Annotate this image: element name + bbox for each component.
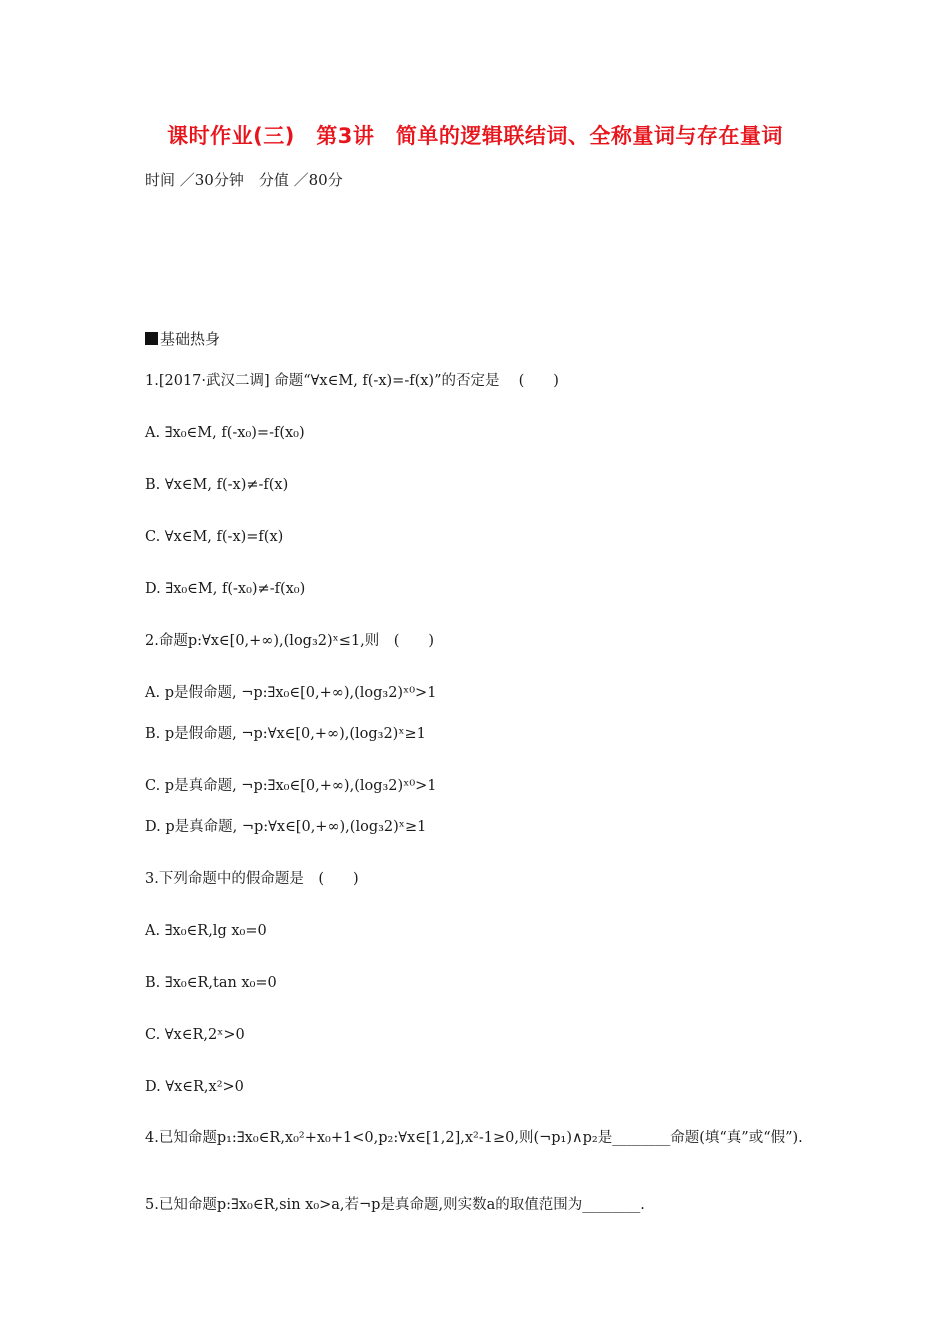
square-bullet-icon bbox=[145, 332, 158, 345]
question-2-option-d: D. p是真命题, ¬p:∀x∈[0,+∞),(log₃2)ˣ≥1 bbox=[145, 819, 427, 835]
question-5-stem: 5.已知命题p:∃x₀∈R,sin x₀>a,若¬p是真命题,则实数a的取值范围为________. bbox=[145, 1197, 645, 1213]
question-2-stem: 2.命题p:∀x∈[0,+∞),(log₃2)ˣ≤1,则 ( ) bbox=[145, 633, 435, 649]
question-3-option-c: C. ∀x∈R,2ˣ>0 bbox=[145, 1027, 245, 1043]
question-1-option-b: B. ∀x∈M, f(-x)≠-f(x) bbox=[145, 477, 289, 493]
question-1-option-d: D. ∃x₀∈M, f(-x₀)≠-f(x₀) bbox=[145, 581, 306, 597]
question-3-option-d: D. ∀x∈R,x²>0 bbox=[145, 1079, 244, 1095]
question-1-stem: 1.[2017·武汉二调] 命题“∀x∈M, f(-x)=-f(x)”的否定是 ( ) bbox=[145, 373, 559, 389]
question-1-option-a: A. ∃x₀∈M, f(-x₀)=-f(x₀) bbox=[145, 425, 305, 441]
question-2-option-a: A. p是假命题, ¬p:∃x₀∈[0,+∞),(log₃2)ˣ⁰>1 bbox=[145, 685, 437, 701]
question-2-option-b: B. p是假命题, ¬p:∀x∈[0,+∞),(log₃2)ˣ≥1 bbox=[145, 726, 426, 742]
question-3-option-b: B. ∃x₀∈R,tan x₀=0 bbox=[145, 975, 277, 991]
question-4-stem: 4.已知命题p₁:∃x₀∈R,x₀²+x₀+1<0,p₂:∀x∈[1,2],x²-1≥0,则(¬p₁)∧p₂是________命题(填“真”或“假”). bbox=[145, 1130, 803, 1146]
section-heading bbox=[145, 328, 220, 349]
page-title: 课时作业(三) 第3讲 简单的逻辑联结词、全称量词与存在量词 bbox=[167, 124, 783, 148]
question-1-option-c: C. ∀x∈M, f(-x)=f(x) bbox=[145, 529, 284, 545]
question-3-stem: 3.下列命题中的假命题是 ( ) bbox=[145, 871, 359, 887]
section-label: 基础热身 bbox=[160, 330, 221, 348]
question-3-option-a: A. ∃x₀∈R,lg x₀=0 bbox=[145, 923, 267, 939]
time-score-info: 时间 ／30分钟 分值 ／80分 bbox=[145, 171, 343, 189]
question-2-option-c: C. p是真命题, ¬p:∃x₀∈[0,+∞),(log₃2)ˣ⁰>1 bbox=[145, 778, 437, 794]
